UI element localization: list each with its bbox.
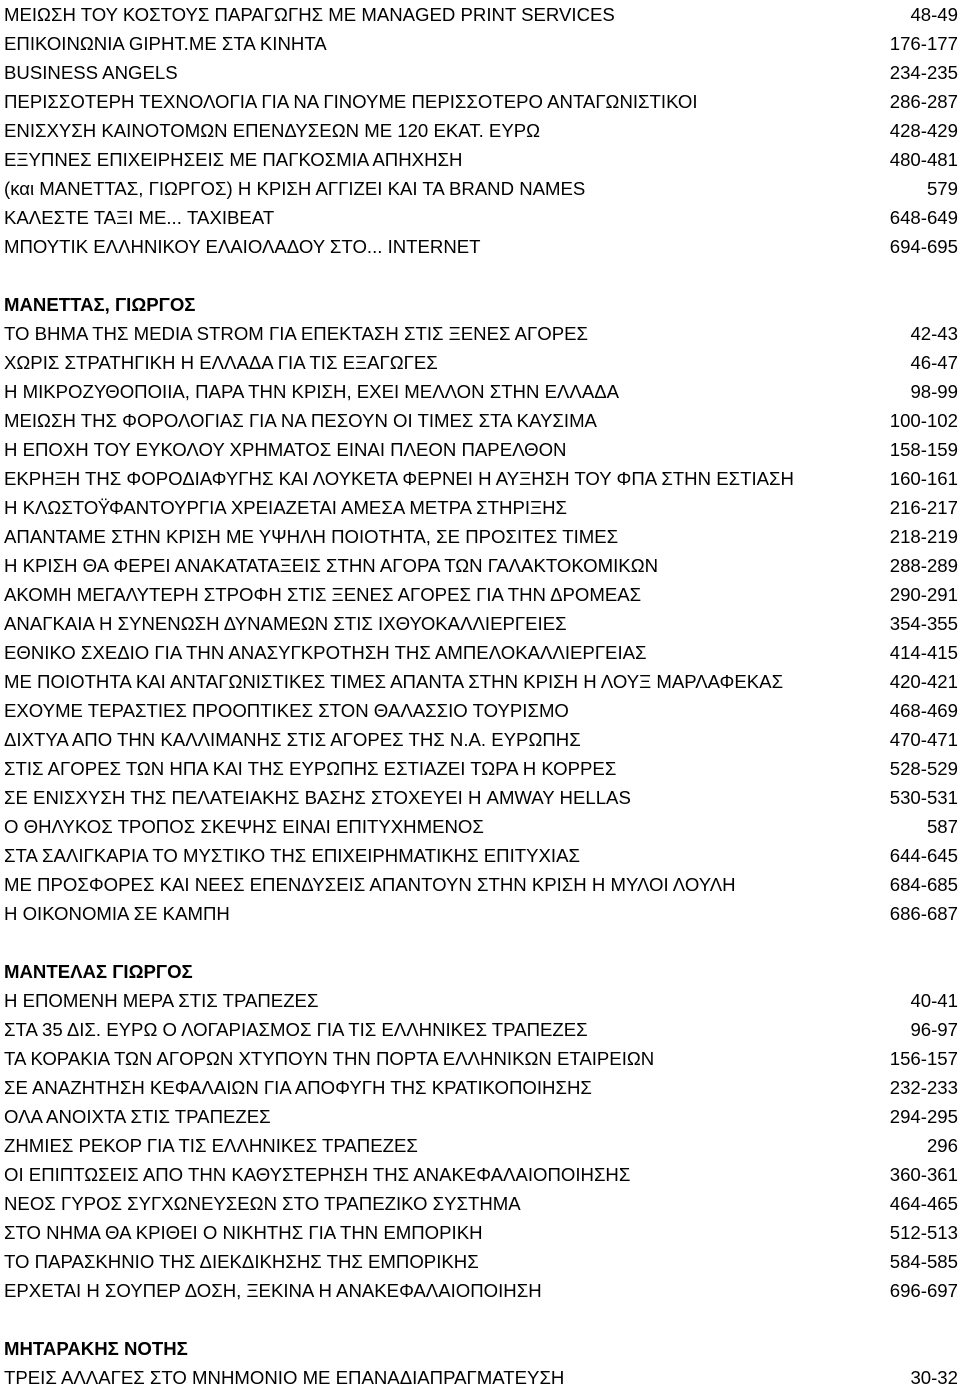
entry-pages: 354-355 [889, 613, 958, 634]
index-entry [4, 1218, 958, 1247]
entry-title: Η ΚΡΙΣΗ ΘΑ ΦΕΡΕΙ ΑΝΑΚΑΤΑΤΑΞΕΙΣ ΣΤΗΝ ΑΓΟΡΑ ΤΩΝ ΓΑΛΑΚΤΟΚΟΜΙΚΩΝ [4, 555, 659, 576]
entry-pages: 42-43 [910, 323, 958, 344]
entry-title: ΑΚΟΜΗ ΜΕΓΑΛΥΤΕΡΗ ΣΤΡΟΦΗ ΣΤΙΣ ΞΕΝΕΣ ΑΓΟΡΕΣ ΓΙΑ ΤΗΝ ΔΡΟΜΕΑΣ [4, 584, 642, 605]
entry-pages: 98-99 [910, 381, 958, 402]
entry-title: ΕΞΥΠΝΕΣ ΕΠΙΧΕΙΡΗΣΕΙΣ ΜΕ ΠΑΓΚΟΣΜΙΑ ΑΠΗΧΗΣΗ [4, 149, 463, 170]
entry-title: ΟΙ ΕΠΙΠΤΩΣΕΙΣ ΑΠΟ ΤΗΝ ΚΑΘΥΣΤΕΡΗΣΗ ΤΗΣ ΑΝΑΚΕΦΑΛΑΙΟΠΟΙΗΣΗΣ [4, 1164, 631, 1185]
entry-title: ΠΕΡΙΣΣΟΤΕΡΗ ΤΕΧΝΟΛΟΓΙΑ ΓΙΑ ΝΑ ΓΙΝΟΥΜΕ ΠΕΡΙΣΣΟΤΕΡΟ ΑΝΤΑΓΩΝΙΣΤΙΚΟΙ [4, 91, 698, 112]
entry-pages: 288-289 [889, 555, 958, 576]
index-entry [4, 319, 958, 348]
index-entry [4, 29, 958, 58]
index-entry [4, 464, 958, 493]
entry-title: ΑΝΑΓΚΑΙΑ Η ΣΥΝΕΝΩΣΗ ΔΥΝΑΜΕΩΝ ΣΤΙΣ ΙΧΘΥΟΚΑΛΛΙΕΡΓΕΙΕΣ [4, 613, 567, 634]
entry-title: ΑΠΑΝΤΑΜΕ ΣΤΗΝ ΚΡΙΣΗ ΜΕ ΥΨΗΛΗ ΠΟΙΟΤΗΤΑ, ΣΕ ΠΡΟΣΙΤΕΣ ΤΙΜΕΣ [4, 526, 619, 547]
entry-pages: 584-585 [889, 1251, 958, 1272]
entry-pages: 530-531 [889, 787, 958, 808]
index-entry [4, 580, 958, 609]
index-entry [4, 870, 958, 899]
author-heading: ΜΑΝΕΤΤΑΣ, ΓΙΩΡΓΟΣ [4, 294, 196, 315]
index-entry [4, 145, 958, 174]
entry-pages: 414-415 [889, 642, 958, 663]
index-entry [4, 1044, 958, 1073]
index-entry [4, 1015, 958, 1044]
index-entry [4, 638, 958, 667]
entry-title: ΤΑ ΚΟΡΑΚΙΑ ΤΩΝ ΑΓΟΡΩΝ ΧΤΥΠΟΥΝ ΤΗΝ ΠΟΡΤΑ ΕΛΛΗΝΙΚΩΝ ΕΤΑΙΡΕΙΩΝ [4, 1048, 655, 1069]
entry-title: Ο ΘΗΛΥΚΟΣ ΤΡΟΠΟΣ ΣΚΕΨΗΣ ΕΙΝΑΙ ΕΠΙΤΥΧΗΜΕΝΟΣ [4, 816, 484, 837]
entry-pages: 296 [926, 1135, 958, 1156]
entry-pages: 579 [926, 178, 958, 199]
index-entry [4, 812, 958, 841]
entry-title: ΜΕ ΠΟΙΟΤΗΤΑ ΚΑΙ ΑΝΤΑΓΩΝΙΣΤΙΚΕΣ ΤΙΜΕΣ ΑΠΑΝΤΑ ΣΤΗΝ ΚΡΙΣΗ Η ΛΟΥΞ ΜΑΡΛΑΦΕΚΑΣ [4, 671, 784, 692]
index-entry [4, 58, 958, 87]
entry-pages: 48-49 [910, 4, 958, 25]
index-entry [4, 754, 958, 783]
entry-title: ΜΕ ΠΡΟΣΦΟΡΕΣ ΚΑΙ ΝΕΕΣ ΕΠΕΝΔΥΣΕΙΣ ΑΠΑΝΤΟΥΝ ΣΤΗΝ ΚΡΙΣΗ Η ΜΥΛΟΙ ΛΟΥΛΗ [4, 874, 736, 895]
entry-pages: 176-177 [889, 33, 958, 54]
entry-title: ΣΤΙΣ ΑΓΟΡΕΣ ΤΩΝ ΗΠΑ ΚΑΙ ΤΗΣ ΕΥΡΩΠΗΣ ΕΣΤΙΑΖΕΙ ΤΩΡΑ Η ΚΟΡΡΕΣ [4, 758, 617, 779]
entry-title: Η ΕΠΟΜΕΝΗ ΜΕΡΑ ΣΤΙΣ ΤΡΑΠΕΖΕΣ [4, 990, 319, 1011]
index-entry [4, 899, 958, 928]
index-entry [4, 116, 958, 145]
index-entry [4, 1363, 958, 1392]
entry-pages: 30-32 [910, 1367, 958, 1388]
index-entry [4, 986, 958, 1015]
index-entry [4, 1247, 958, 1276]
index-entry [4, 1276, 958, 1305]
index-entry [4, 203, 958, 232]
entry-title: ΜΠΟΥΤΙΚ ΕΛΛΗΝΙΚΟΥ ΕΛΑΙΟΛΑΔΟΥ ΣΤΟ... INTERNET [4, 236, 481, 257]
index-entry [4, 493, 958, 522]
index-entry [4, 174, 958, 203]
index-entry [4, 522, 958, 551]
entry-pages: 360-361 [889, 1164, 958, 1185]
entry-pages: 696-697 [889, 1280, 958, 1301]
index-entry [4, 1160, 958, 1189]
index-entry [4, 1102, 958, 1131]
entry-pages: 234-235 [889, 62, 958, 83]
entry-pages: 470-471 [889, 729, 958, 750]
entry-pages: 512-513 [889, 1222, 958, 1243]
index-entry [4, 1189, 958, 1218]
author-heading: ΜΑΝΤΕΛΑΣ ΓΙΩΡΓΟΣ [4, 961, 193, 982]
entry-pages: 156-157 [889, 1048, 958, 1069]
entry-pages: 464-465 [889, 1193, 958, 1214]
entry-pages: 100-102 [889, 410, 958, 431]
entry-pages: 290-291 [889, 584, 958, 605]
entry-title: ΝΕΟΣ ΓΥΡΟΣ ΣΥΓΧΩΝΕΥΣΕΩΝ ΣΤΟ ΤΡΑΠΕΖΙΚΟ ΣΥΣΤΗΜΑ [4, 1193, 521, 1214]
entry-title: ΔΙΧΤΥΑ ΑΠΟ ΤΗΝ ΚΑΛΛΙΜΑΝΗΣ ΣΤΙΣ ΑΓΟΡΕΣ ΤΗΣ Ν.Α. ΕΥΡΩΠΗΣ [4, 729, 581, 750]
entry-pages: 420-421 [889, 671, 958, 692]
entry-pages: 686-687 [889, 903, 958, 924]
entry-title: ΤΡΕΙΣ ΑΛΛΑΓΕΣ ΣΤΟ ΜΝΗΜΟΝΙΟ ΜΕ ΕΠΑΝΑΔΙΑΠΡΑΓΜΑΤΕΥΣΗ [4, 1367, 565, 1388]
entry-pages: 40-41 [910, 990, 958, 1011]
entry-title: ΜΕΙΩΣΗ ΤΟΥ ΚΟΣΤΟΥΣ ΠΑΡΑΓΩΓΗΣ ΜΕ MANAGED PRINT SERVICES [4, 4, 615, 25]
index-entry [4, 406, 958, 435]
entry-title: ΤΟ ΠΑΡΑΣΚΗΝΙΟ ΤΗΣ ΔΙΕΚΔΙΚΗΣΗΣ ΤΗΣ ΕΜΠΟΡΙΚΗΣ [4, 1251, 479, 1272]
entry-title: ΣΤΑ 35 ΔΙΣ. ΕΥΡΩ Ο ΛΟΓΑΡΙΑΣΜΟΣ ΓΙΑ ΤΙΣ ΕΛΛΗΝΙΚΕΣ ΤΡΑΠΕΖΕΣ [4, 1019, 588, 1040]
index-entry [4, 348, 958, 377]
entry-title: Η ΚΛΩΣΤΟΫΦΑΝΤΟΥΡΓΙΑ ΧΡΕΙΑΖΕΤΑΙ ΑΜΕΣΑ ΜΕΤΡΑ ΣΤΗΡΙΞΗΣ [4, 497, 568, 518]
entry-title: ΖΗΜΙΕΣ ΡΕΚΟΡ ΓΙΑ ΤΙΣ ΕΛΛΗΝΙΚΕΣ ΤΡΑΠΕΖΕΣ [4, 1135, 418, 1156]
entry-title: Η ΟΙΚΟΝΟΜΙΑ ΣΕ ΚΑΜΠΗ [4, 903, 230, 924]
entry-pages: 528-529 [889, 758, 958, 779]
entry-pages: 294-295 [889, 1106, 958, 1127]
entry-pages: 158-159 [889, 439, 958, 460]
entry-title: ΕΘΝΙΚΟ ΣΧΕΔΙΟ ΓΙΑ ΤΗΝ ΑΝΑΣΥΓΚΡΟΤΗΣΗ ΤΗΣ ΑΜΠΕΛΟΚΑΛΛΙΕΡΓΕΙΑΣ [4, 642, 647, 663]
entry-title: Η ΕΠΟΧΗ ΤΟΥ ΕΥΚΟΛΟΥ ΧΡΗΜΑΤΟΣ ΕΙΝΑΙ ΠΛΕΟΝ ΠΑΡΕΛΘΟΝ [4, 439, 567, 460]
index-entry [4, 1131, 958, 1160]
entry-title: (και ΜΑΝΕΤΤΑΣ, ΓΙΩΡΓΟΣ) Η ΚΡΙΣΗ ΑΓΓΙΖΕΙ ΚΑΙ ΤΑ BRAND NAMES [4, 178, 586, 199]
index-entry [4, 1073, 958, 1102]
entry-pages: 216-217 [889, 497, 958, 518]
entry-title: ΕΚΡΗΞΗ ΤΗΣ ΦΟΡΟΔΙΑΦΥΓΗΣ ΚΑΙ ΛΟΥΚΕΤΑ ΦΕΡΝΕΙ Η ΑΥΞΗΣΗ ΤΟΥ ΦΠΑ ΣΤΗΝ ΕΣΤΙΑΣΗ [4, 468, 794, 489]
author-heading: ΜΗΤΑΡΑΚΗΣ ΝΟΤΗΣ [4, 1338, 188, 1359]
entry-title: ΕΧΟΥΜΕ ΤΕΡΑΣΤΙΕΣ ΠΡΟΟΠΤΙΚΕΣ ΣΤΟΝ ΘΑΛΑΣΣΙΟ ΤΟΥΡΙΣΜΟ [4, 700, 569, 721]
entry-title: ΣΕ ΑΝΑΖΗΤΗΣΗ ΚΕΦΑΛΑΙΩΝ ΓΙΑ ΑΠΟΦΥΓΗ ΤΗΣ ΚΡΑΤΙΚΟΠΟΙΗΣΗΣ [4, 1077, 592, 1098]
entry-pages: 160-161 [889, 468, 958, 489]
index-entry [4, 667, 958, 696]
index-entry [4, 725, 958, 754]
entry-pages: 694-695 [889, 236, 958, 257]
index-entry [4, 0, 958, 29]
entry-pages: 286-287 [889, 91, 958, 112]
entry-title: ΕΝΙΣΧΥΣΗ ΚΑΙΝΟΤΟΜΩΝ ΕΠΕΝΔΥΣΕΩΝ ΜΕ 120 ΕΚΑΤ. ΕΥΡΩ [4, 120, 541, 141]
index-entry [4, 783, 958, 812]
index-entry [4, 841, 958, 870]
entry-title: ΣΤΑ ΣΑΛΙΓΚΑΡΙΑ ΤΟ ΜΥΣΤΙΚΟ ΤΗΣ ΕΠΙΧΕΙΡΗΜΑΤΙΚΗΣ ΕΠΙΤΥΧΙΑΣ [4, 845, 580, 866]
index-entry [4, 232, 958, 261]
entry-title: ΕΠΙΚΟΙΝΩΝΙΑ GIPHT.ΜΕ ΣΤΑ ΚΙΝΗΤΑ [4, 33, 327, 54]
index-entry [4, 696, 958, 725]
entry-title: ΜΕΙΩΣΗ ΤΗΣ ΦΟΡΟΛΟΓΙΑΣ ΓΙΑ ΝΑ ΠΕΣΟΥΝ ΟΙ ΤΙΜΕΣ ΣΤΑ ΚΑΥΣΙΜΑ [4, 410, 597, 431]
entry-title: ΤΟ ΒΗΜΑ ΤΗΣ MEDIA STROM ΓΙΑ ΕΠΕΚΤΑΣΗ ΣΤΙΣ ΞΕΝΕΣ ΑΓΟΡΕΣ [4, 323, 589, 344]
index-entry [4, 609, 958, 638]
entry-title: ΣΤΟ ΝΗΜΑ ΘΑ ΚΡΙΘΕΙ Ο ΝΙΚΗΤΗΣ ΓΙΑ ΤΗΝ ΕΜΠΟΡΙΚΗ [4, 1222, 483, 1243]
entry-title: ΕΡΧΕΤΑΙ Η ΣΟΥΠΕΡ ΔΟΣΗ, ΞΕΚΙΝΑ Η ΑΝΑΚΕΦΑΛΑΙΟΠΟΙΗΣΗ [4, 1280, 542, 1301]
entry-pages: 428-429 [889, 120, 958, 141]
entry-pages: 96-97 [910, 1019, 958, 1040]
entry-title: ΧΩΡΙΣ ΣΤΡΑΤΗΓΙΚΗ Η ΕΛΛΑΔΑ ΓΙΑ ΤΙΣ ΕΞΑΓΩΓΕΣ [4, 352, 438, 373]
index-entry [4, 377, 958, 406]
index-entry [4, 551, 958, 580]
entry-pages: 684-685 [889, 874, 958, 895]
entry-pages: 587 [926, 816, 958, 837]
index-entry [4, 435, 958, 464]
entry-title: ΟΛΑ ΑΝΟΙΧΤΑ ΣΤΙΣ ΤΡΑΠΕΖΕΣ [4, 1106, 271, 1127]
entry-title: ΚΑΛΕΣΤΕ ΤΑΞΙ ΜΕ... TAXIBEAT [4, 207, 275, 228]
index-entry [4, 87, 958, 116]
entry-title: ΣΕ ΕΝΙΣΧΥΣΗ ΤΗΣ ΠΕΛΑΤΕΙΑΚΗΣ ΒΑΣΗΣ ΣΤΟΧΕΥΕΙ Η AMWAY HELLAS [4, 787, 631, 808]
entry-pages: 218-219 [889, 526, 958, 547]
entry-title: Η ΜΙΚΡΟΖΥΘΟΠΟΙΙΑ, ΠΑΡΑ ΤΗΝ ΚΡΙΣΗ, ΕΧΕΙ ΜΕΛΛΟΝ ΣΤΗΝ ΕΛΛΑΔΑ [4, 381, 620, 402]
entry-pages: 232-233 [889, 1077, 958, 1098]
entry-pages: 480-481 [889, 149, 958, 170]
entry-title: BUSINESS ANGELS [4, 62, 178, 83]
entry-pages: 644-645 [889, 845, 958, 866]
entry-pages: 46-47 [910, 352, 958, 373]
entry-pages: 468-469 [889, 700, 958, 721]
entry-pages: 648-649 [889, 207, 958, 228]
